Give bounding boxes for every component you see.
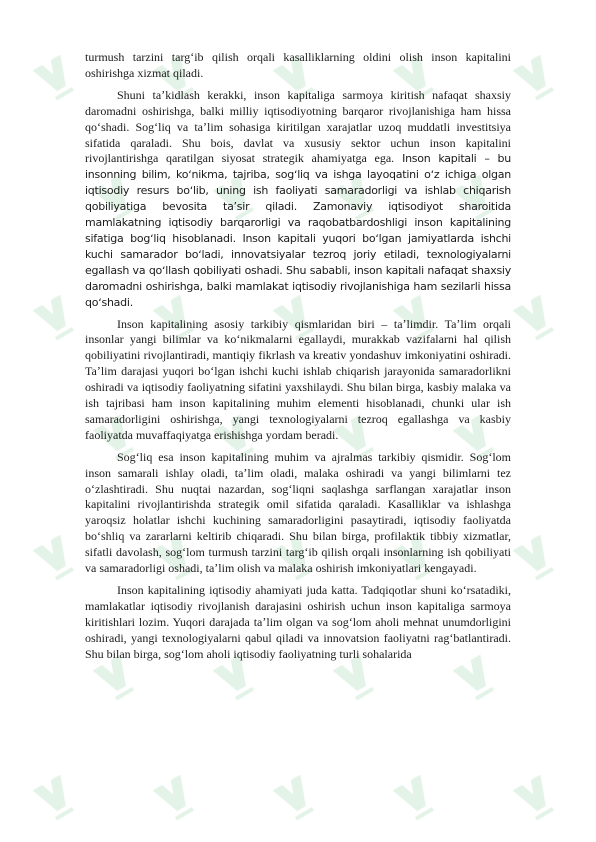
paragraph-3 [85, 317, 511, 444]
paragraph-2-text: Shuni taʼkidlash kerakki, inson kapitaliga sarmoya kiritish nafaqat shaxsiy daromadni oshirishga, balki milliy iqtisodiyotning barqaror rivojlanishiga ham hissa qoʻshadi. Sogʻliq va taʼlim sohasiga kiritilgan xarajatlar uzoq muddatli investitsiya sifatida qaraladi. Shu bois, davlat va xususiy sektor uchun inson kapitalini rivojlantirishga qaratilgan siyosat strategik ahamiyatga ega. [85, 87, 511, 166]
watermark-mark [33, 55, 80, 104]
watermark-mark [33, 535, 80, 584]
paragraph-4 [85, 450, 511, 577]
watermark-mark [33, 295, 80, 344]
paragraph-5 [85, 583, 511, 663]
watermark-mark [513, 295, 560, 344]
paragraph-4-text: Sogʻliq esa inson kapitalining muhim va ajralmas tarkibiy qismidir. Sogʻlom inson samarali ishlay oladi, taʼlim oladi, malaka oshiradi va yangi bilimlarni tez oʻzlashtiradi. Shu nuqtai nazardan, sogʻliqni saqlashga sarflangan xarajatlar inson kapitalini rivojlantirishda strategik omil sifatida qaraladi. Kasalliklar va ishlashga yaroqsiz holatlar ishchi kuchining samaradorligini pasaytiradi, iqtisodiy faoliyatda boʻshliq va zararlarni keltirib chiqaradi. Shu bilan birga, profilaktik tibbiy xizmatlar, sifatli davolash, sogʻlom turmush tarzini targʻib qilish orqali insonlarning ish qobiliyati va samaradorligi oshadi, taʼlim olish va malaka oshirish imkoniyatlari kengayadi. [85, 449, 511, 576]
paragraph-3-text: Inson kapitalining asosiy tarkibiy qismlaridan biri – taʼlimdir. Taʼlim orqali insonlar yangi bilimlar va koʻnikmalarni egallaydi, murakkab vazifalarni hal qilish qobiliyatini rivojlantiradi, mantiqiy fikrlash va kreativ yondashuv imkoniyatini oshiradi. Taʼlim darajasi yuqori boʻlgan ishchi kuchi ishlab chiqarish jarayonida samaradorlikni oshiradi va iqtisodiy faoliyatning sifatini yaxshilaydi. Shu bilan birga, kasbiy malaka va ish tajribasi ham inson kapitalining muhim elementi hisoblanadi, chunki ular ish samaradorligini oshirishga, yangi texnologiyalarni tezroq egallashga va kasbiy faoliyatda muvaffaqiyatga erishishga yordam beradi. [85, 316, 511, 442]
paragraph-2-sans-text: Inson kapitali – bu insonning bilim, koʻnikma, tajriba, sogʻliq va ishga layoqatini oʻz ichiga olgan iqtisodiy resurs boʻlib, uning ish faoliyati samaradorligi va ishlab chiqarish qobiliyatiga bevosita taʼsir qiladi. Zamonaviy iqtisodiyot sharoitida mamlakatning iqtisodiy barqarorligi va raqobatbardoshligi inson kapitalining sifatiga bogʻliq hisoblanadi. Inson kapitali yuqori boʻlgan jamiyatlarda ishchi kuchi samarador boʻladi, innovatsiyalar tezroq joriy etiladi, texnologiyalarni egallash va qoʻllash qobiliyati oshadi. Shu sababli, inson kapitali nafaqat shaxsiy daromadni oshirishga, balki mamlakat iqtisodiy rivojlanishiga ham sezilarli hissa qoʻshadi. [85, 152, 511, 309]
watermark-mark [33, 775, 80, 824]
paragraph-1 [85, 50, 511, 82]
watermark-mark [513, 775, 560, 824]
paragraph-5-text: Inson kapitalining iqtisodiy ahamiyati juda katta. Tadqiqotlar shuni koʻrsatadiki, mamlakatlar iqtisodiy rivojlanish darajasini oshirish uchun inson kapitaliga sarmoya kiritishlari lozim. Yuqori darajada taʼlim olgan va sogʻlom aholi mehnat unumdorligini oshiradi, yangi texnologiyalarni qabul qiladi va innovatsion faoliyatni ragʻbatlantiradi. Shu bilan birga, sogʻlom aholi iqtisodiy faoliyatning turli sohalarida [85, 583, 511, 661]
watermark-mark [273, 775, 320, 824]
document-body [85, 50, 511, 669]
paragraph-2 [85, 88, 511, 311]
watermark-mark [393, 775, 440, 824]
paragraph-1-text: turmush tarzini targʻib qilish orqali kasalliklarning oldini olish inson kapitalini oshirishga xizmat qiladi. [85, 50, 511, 80]
watermark-mark [153, 775, 200, 824]
watermark-mark [513, 55, 560, 104]
watermark-mark [513, 535, 560, 584]
